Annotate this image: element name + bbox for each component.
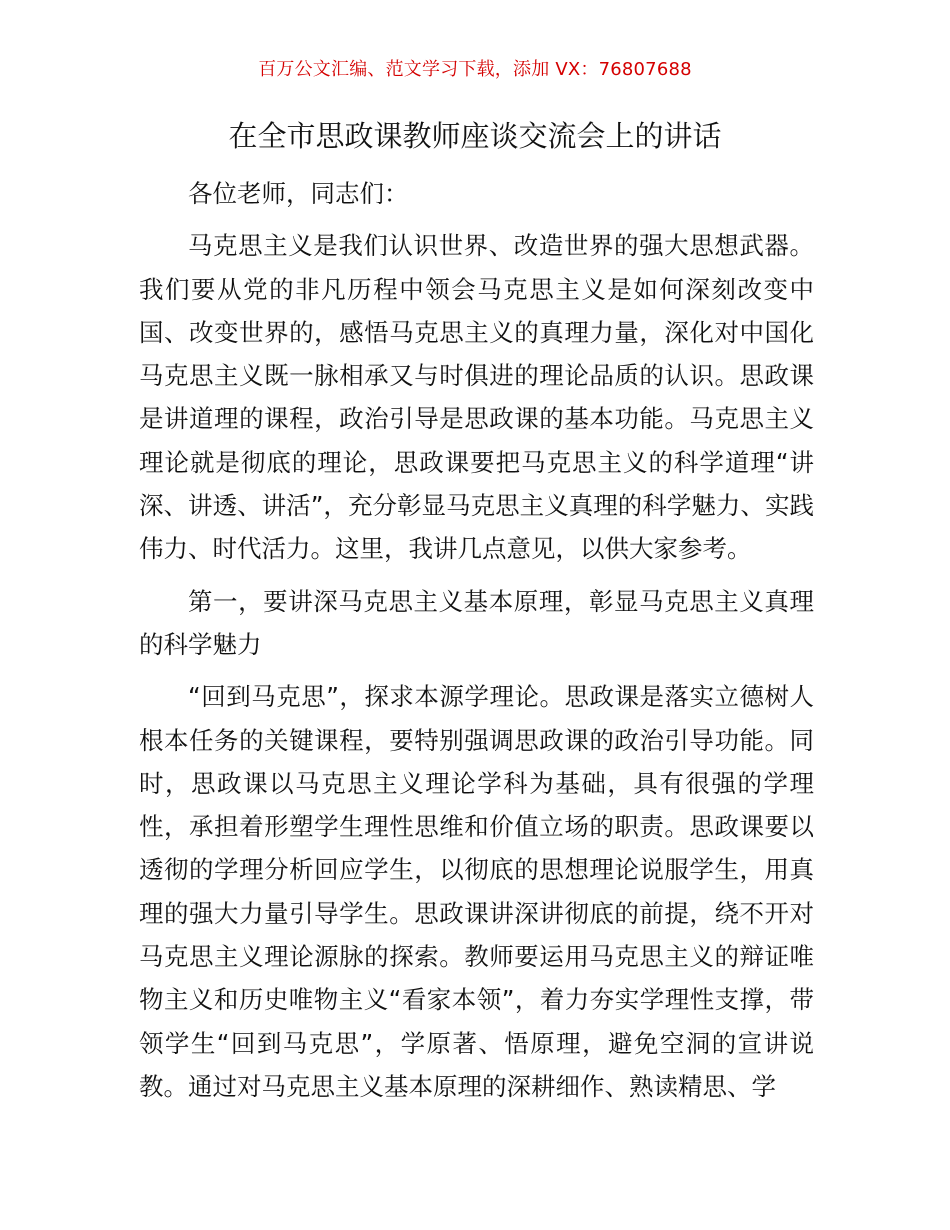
document-title: 在全市思政课教师座谈交流会上的讲话 xyxy=(228,119,722,153)
document-body xyxy=(139,172,814,1108)
body-paragraph: 马克思主义是我们认识世界、改造世界的强大思想武器。我们要从党的非凡历程中领会马克思主义是如何深刻改变中国、改变世界的，感悟马克思主义的真理力量，深化对中国化马克思主义既一脉相承又与时俱进的理论品质的认识。思政课是讲道理的课程，政治引导是思政课的基本功能。马克思主义理论就是彻底的理论，思政课要把马克思主义的科学道理“讲深、讲透、讲活”，充分彰显马克思主义真理的科学魅力、实践伟力、时代活力。这里，我讲几点意见，以供大家参考。 xyxy=(139,231,814,564)
salutation-paragraph: 各位老师，同志们： xyxy=(188,179,409,208)
body-paragraph: “回到马克思”，探求本源学理论。思政课是落实立德树人根本任务的关键课程，要特别强调思政课的政治引导功能。同时，思政课以马克思主义理论学科为基础，具有很强的学理性，承担着形塑学生理性思维和价值立场的职责。思政课要以透彻的学理分析回应学生，以彻底的思想理论说服学生，用真理的强大力量引导学生。思政课讲深讲彻底的前提，绕不开对马克思主义理论源脉的探索。教师要运用马克思主义的辩证唯物主义和历史唯物主义“看家本领”，着力夯实学理性支撑，带领学生“回到马克思”，学原著、悟原理，避免空洞的宣讲说教。通过对马克思主义基本原理的深耕细作、熟读精思、学 xyxy=(139,682,814,1101)
header-banner: 百万公文汇编、范文学习下载，添加 VX：76807688 xyxy=(258,59,692,80)
section-heading-paragraph: 第一，要讲深马克思主义基本原理，彰显马克思主义真理的科学魅力 xyxy=(139,586,814,659)
